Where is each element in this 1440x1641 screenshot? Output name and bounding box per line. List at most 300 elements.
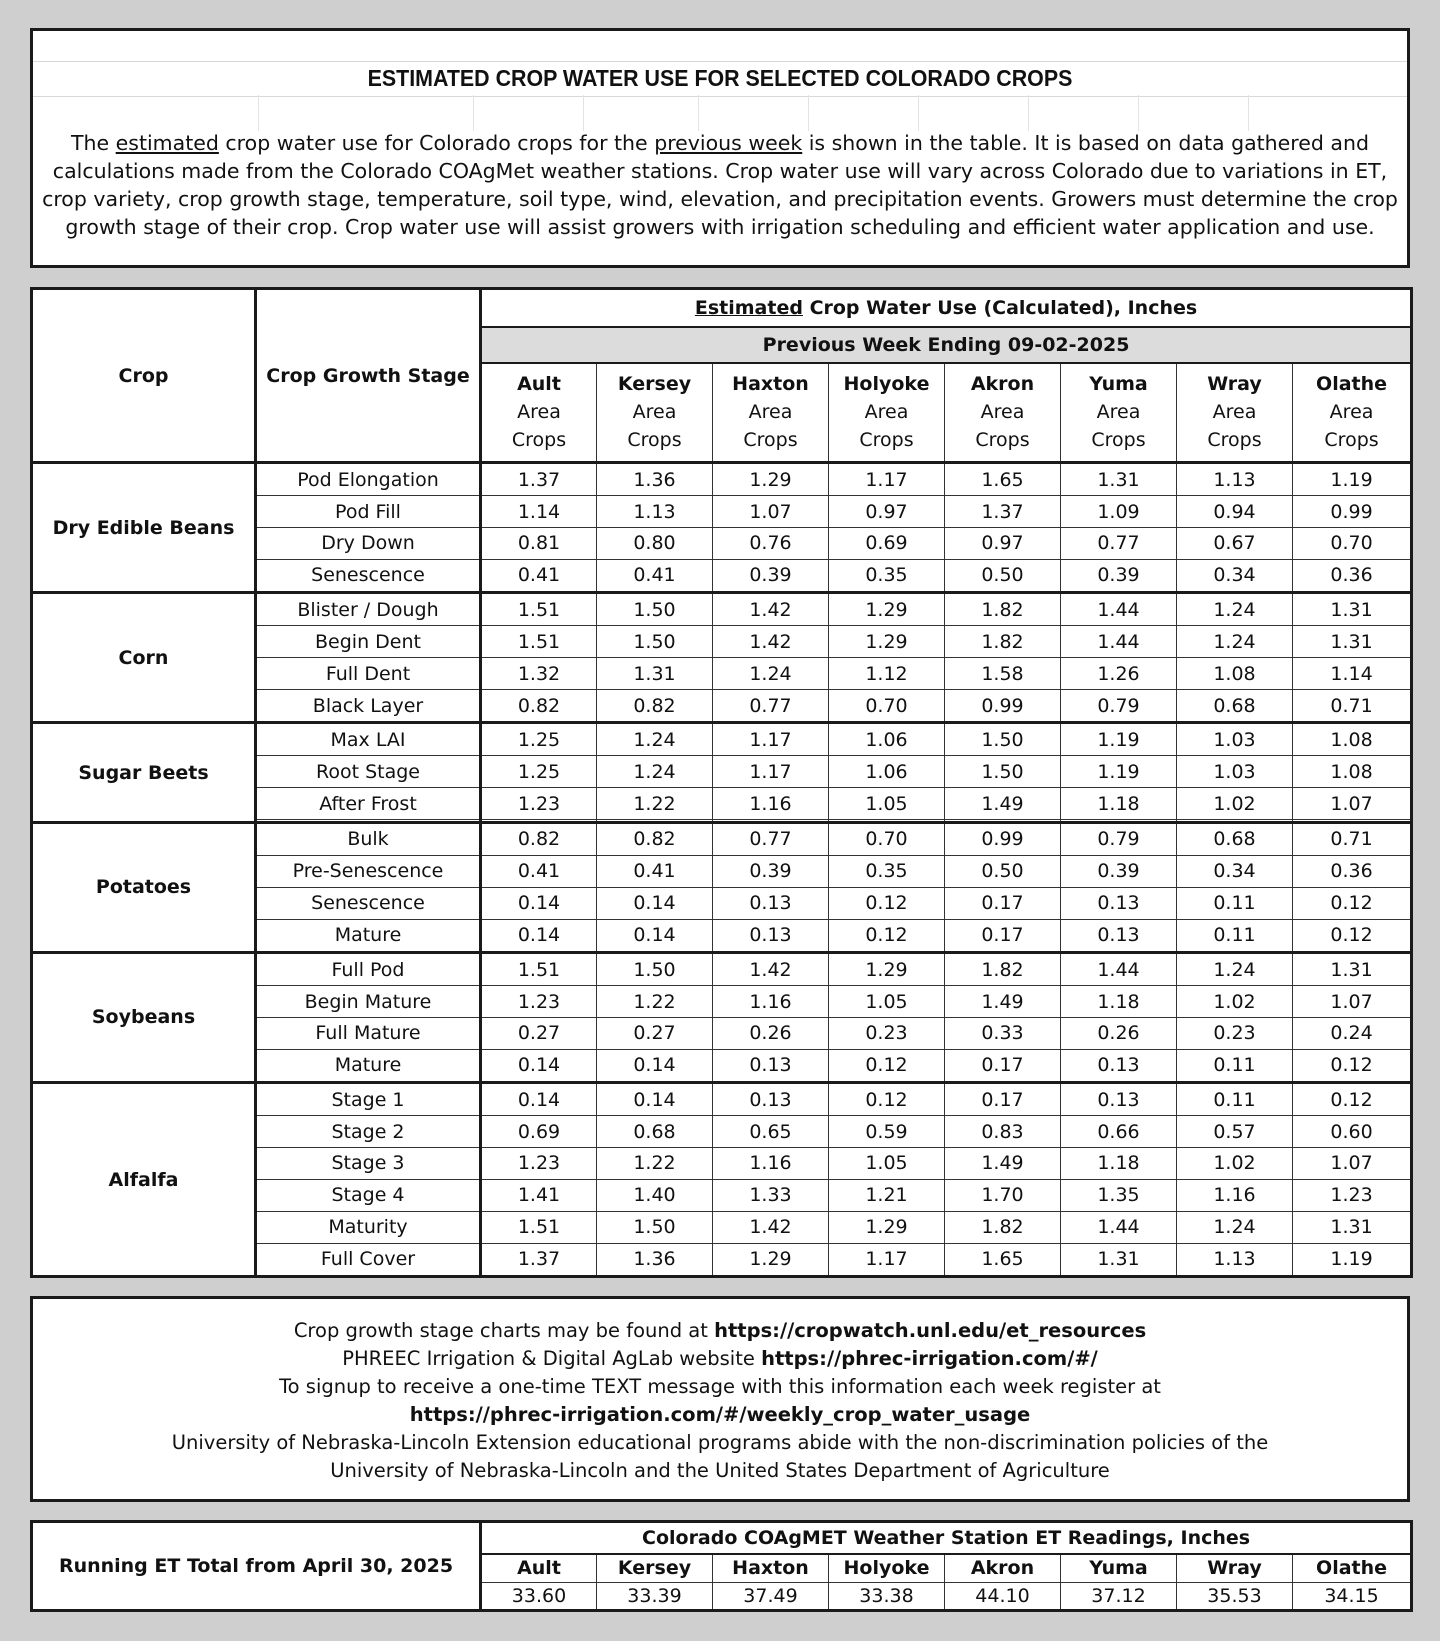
location-header-holyoke <box>829 363 945 463</box>
location-header-wray <box>1177 363 1293 463</box>
growth-stage-cell: Mature <box>256 1049 481 1082</box>
water-use-value-cell: 1.05 <box>829 1148 945 1180</box>
estimated-underlined: Estimated <box>694 296 803 319</box>
growth-stage-cell: Pod Fill <box>256 496 481 528</box>
water-use-value-cell: 1.51 <box>481 626 597 658</box>
table-row <box>32 822 1412 855</box>
water-use-value-cell: 0.82 <box>597 689 713 722</box>
water-use-value-cell: 1.13 <box>597 496 713 528</box>
water-use-value-cell: 1.82 <box>945 952 1061 985</box>
water-use-value-cell: 0.13 <box>1061 1083 1177 1116</box>
water-use-value-cell: 1.24 <box>597 756 713 788</box>
water-use-value-cell: 1.58 <box>945 658 1061 690</box>
growth-stage-cell: Senescence <box>256 559 481 592</box>
water-use-value-cell: 0.79 <box>1061 689 1177 722</box>
growth-stage-cell: Maturity <box>256 1211 481 1243</box>
growth-stage-cell: Mature <box>256 919 481 952</box>
water-use-value-cell: 0.57 <box>1177 1116 1293 1148</box>
table-row <box>32 463 1412 496</box>
water-use-value-cell: 0.13 <box>1061 919 1177 952</box>
water-use-value-cell: 1.29 <box>829 952 945 985</box>
footer-line-5: University of Nebraska-Lincoln Extension educational programs abide with the non-discrimination policies of the <box>171 1431 1269 1454</box>
water-use-value-cell: 0.79 <box>1061 822 1177 855</box>
water-use-value-cell: 1.29 <box>829 1211 945 1243</box>
growth-stage-cell: Stage 4 <box>256 1179 481 1211</box>
water-use-value-cell: 1.05 <box>829 788 945 820</box>
water-use-value-cell: 1.51 <box>481 593 597 626</box>
growth-stage-cell: Max LAI <box>256 723 481 756</box>
water-use-value-cell: 0.82 <box>481 822 597 855</box>
location-header-olathe <box>1293 363 1412 463</box>
growth-stage-cell: After Frost <box>256 788 481 820</box>
intro-text: is shown in the table. It is based on data gathered and calculations made from the Colorado COAgMet weather stations. Crop water use will vary across Colorado due to variations in ET, crop variety, crop growth stage, temperature, soil type, wind, elevation, and precipitation events. Growers must determine the crop growth stage of their crop. Crop water use will assist growers with irrigation scheduling and efficient water application and use. <box>42 131 1398 239</box>
water-use-value-cell: 0.94 <box>1177 496 1293 528</box>
growth-stage-cell: Root Stage <box>256 756 481 788</box>
water-use-value-cell: 0.69 <box>481 1116 597 1148</box>
water-use-value-cell: 1.25 <box>481 723 597 756</box>
water-use-value-cell: 1.50 <box>597 593 713 626</box>
water-use-value-cell: 1.35 <box>1061 1179 1177 1211</box>
water-use-value-cell: 0.14 <box>597 887 713 919</box>
crops-word: Crops <box>511 429 567 452</box>
water-use-value-cell: 1.13 <box>1177 1243 1293 1276</box>
et-location-yuma: Yuma <box>1061 1554 1177 1582</box>
et-value-cell: 37.12 <box>1061 1582 1177 1610</box>
water-use-value-cell: 0.70 <box>1293 528 1412 560</box>
estimated-use-header <box>481 289 1412 327</box>
footer-line-6: University of Nebraska-Lincoln and the United States Department of Agriculture <box>330 1459 1110 1482</box>
water-use-value-cell: 1.23 <box>481 788 597 820</box>
water-use-value-cell: 0.68 <box>597 1116 713 1148</box>
water-use-value-cell: 1.16 <box>713 788 829 820</box>
water-use-value-cell: 0.12 <box>1293 1083 1412 1116</box>
table-row <box>32 723 1412 756</box>
water-use-value-cell: 1.07 <box>1293 986 1412 1018</box>
location-header-yuma <box>1061 363 1177 463</box>
location-name: Wray <box>1207 373 1262 396</box>
water-use-value-cell: 0.50 <box>945 856 1061 888</box>
water-use-value-cell: 1.02 <box>1177 1148 1293 1180</box>
growth-stage-cell: Full Cover <box>256 1243 481 1276</box>
water-use-value-cell: 1.22 <box>597 788 713 820</box>
water-use-value-cell: 1.49 <box>945 1148 1061 1180</box>
water-use-value-cell: 1.31 <box>1293 952 1412 985</box>
growth-stage-cell: Stage 3 <box>256 1148 481 1180</box>
location-header-haxton <box>713 363 829 463</box>
water-use-value-cell: 1.16 <box>713 986 829 1018</box>
phrec-link[interactable]: https://phrec-irrigation.com/#/ <box>761 1347 1098 1370</box>
running-et-label: Running ET Total from April 30, 2025 <box>32 1522 481 1611</box>
location-name: Akron <box>970 373 1035 396</box>
water-use-value-cell: 1.24 <box>597 723 713 756</box>
location-name: Kersey <box>617 373 692 396</box>
water-use-value-cell: 0.71 <box>1293 689 1412 722</box>
weekly-usage-link[interactable]: https://phrec-irrigation.com/#/weekly_crop_water_usage <box>409 1403 1031 1426</box>
water-use-value-cell: 0.12 <box>1293 887 1412 919</box>
water-use-value-cell: 0.97 <box>945 528 1061 560</box>
water-use-value-cell: 0.13 <box>713 887 829 919</box>
water-use-value-cell: 1.06 <box>829 723 945 756</box>
water-use-value-cell: 1.24 <box>1177 593 1293 626</box>
water-use-value-cell: 1.08 <box>1293 756 1412 788</box>
cropwatch-link[interactable]: https://cropwatch.unl.edu/et_resources <box>714 1319 1147 1342</box>
water-use-value-cell: 0.60 <box>1293 1116 1412 1148</box>
crops-word: Crops <box>627 429 682 452</box>
water-use-value-cell: 1.50 <box>597 626 713 658</box>
water-use-value-cell: 0.83 <box>945 1116 1061 1148</box>
water-use-value-cell: 0.68 <box>1177 689 1293 722</box>
water-use-value-cell: 0.17 <box>945 1049 1061 1082</box>
intro-underlined-estimated: estimated <box>115 131 219 155</box>
crops-word: Crops <box>975 429 1030 452</box>
water-use-value-cell: 1.23 <box>481 986 597 1018</box>
growth-stage-cell: Pre-Senescence <box>256 856 481 888</box>
water-use-value-cell: 1.40 <box>597 1179 713 1211</box>
water-use-value-cell: 0.14 <box>597 1083 713 1116</box>
water-use-value-cell: 1.21 <box>829 1179 945 1211</box>
location-header-ault <box>481 363 597 463</box>
water-use-value-cell: 0.27 <box>481 1017 597 1049</box>
water-use-value-cell: 1.42 <box>713 1211 829 1243</box>
water-use-value-cell: 1.19 <box>1293 1243 1412 1276</box>
area-word: Area <box>980 401 1025 424</box>
water-use-value-cell: 0.81 <box>481 528 597 560</box>
water-use-value-cell: 0.80 <box>597 528 713 560</box>
water-use-value-cell: 1.31 <box>1293 1211 1412 1243</box>
water-use-value-cell: 0.24 <box>1293 1017 1412 1049</box>
water-use-value-cell: 0.67 <box>1177 528 1293 560</box>
water-use-value-cell: 1.36 <box>597 1243 713 1276</box>
water-use-value-cell: 0.70 <box>829 822 945 855</box>
water-use-value-cell: 1.08 <box>1177 658 1293 690</box>
water-use-value-cell: 1.18 <box>1061 1148 1177 1180</box>
water-use-value-cell: 1.31 <box>1061 463 1177 496</box>
water-use-value-cell: 1.16 <box>713 1148 829 1180</box>
water-use-value-cell: 1.31 <box>1293 626 1412 658</box>
growth-stage-cell: Stage 1 <box>256 1083 481 1116</box>
water-use-value-cell: 0.12 <box>829 1083 945 1116</box>
water-use-value-cell: 1.23 <box>1293 1179 1412 1211</box>
water-use-value-cell: 0.17 <box>945 887 1061 919</box>
crop-name-cell: Potatoes <box>32 822 256 952</box>
crops-word: Crops <box>1091 429 1146 452</box>
location-name: Olathe <box>1316 373 1388 396</box>
growth-stage-cell: Bulk <box>256 822 481 855</box>
location-header-akron <box>945 363 1061 463</box>
water-use-value-cell: 1.65 <box>945 1243 1061 1276</box>
intro-text: The <box>71 131 116 155</box>
water-use-value-cell: 1.25 <box>481 756 597 788</box>
water-use-value-cell: 1.32 <box>481 658 597 690</box>
et-value-cell: 33.39 <box>597 1582 713 1610</box>
water-use-value-cell: 1.19 <box>1061 756 1177 788</box>
water-use-value-cell: 0.77 <box>1061 528 1177 560</box>
water-use-value-cell: 1.29 <box>713 1243 829 1276</box>
water-use-value-cell: 0.11 <box>1177 1083 1293 1116</box>
stage-column-header: Crop Growth Stage <box>256 289 481 463</box>
water-use-value-cell: 1.05 <box>829 986 945 1018</box>
water-use-value-cell: 0.14 <box>597 1049 713 1082</box>
water-use-value-cell: 1.19 <box>1061 723 1177 756</box>
water-use-value-cell: 1.44 <box>1061 626 1177 658</box>
water-use-value-cell: 1.50 <box>597 952 713 985</box>
area-word: Area <box>1329 401 1374 424</box>
water-use-value-cell: 0.35 <box>829 856 945 888</box>
growth-stage-cell: Stage 2 <box>256 1116 481 1148</box>
water-use-value-cell: 1.18 <box>1061 986 1177 1018</box>
water-use-value-cell: 1.41 <box>481 1179 597 1211</box>
water-use-value-cell: 1.13 <box>1177 463 1293 496</box>
area-word: Area <box>864 401 909 424</box>
crop-name-cell: Dry Edible Beans <box>32 463 256 593</box>
location-header-kersey <box>597 363 713 463</box>
area-word: Area <box>1096 401 1141 424</box>
growth-stage-cell: Begin Dent <box>256 626 481 658</box>
water-use-value-cell: 1.07 <box>713 496 829 528</box>
growth-stage-cell: Dry Down <box>256 528 481 560</box>
footer-box <box>30 1296 1410 1502</box>
water-use-value-cell: 0.12 <box>1293 1049 1412 1082</box>
water-use-value-cell: 1.24 <box>1177 1211 1293 1243</box>
et-value-cell: 33.38 <box>829 1582 945 1610</box>
growth-stage-cell: Full Dent <box>256 658 481 690</box>
water-use-value-cell: 1.50 <box>945 756 1061 788</box>
table-row <box>32 593 1412 626</box>
water-use-value-cell: 0.11 <box>1177 887 1293 919</box>
water-use-value-cell: 0.39 <box>1061 559 1177 592</box>
water-use-value-cell: 0.39 <box>713 856 829 888</box>
water-use-value-cell: 0.23 <box>1177 1017 1293 1049</box>
et-totals-table <box>30 1520 1413 1612</box>
water-use-value-cell: 1.31 <box>1293 593 1412 626</box>
water-use-value-cell: 1.24 <box>1177 626 1293 658</box>
crop-column-header: Crop <box>32 289 256 463</box>
water-use-value-cell: 1.42 <box>713 952 829 985</box>
water-use-value-cell: 1.82 <box>945 593 1061 626</box>
water-use-value-cell: 0.70 <box>829 689 945 722</box>
area-word: Area <box>748 401 793 424</box>
water-use-value-cell: 0.17 <box>945 919 1061 952</box>
water-use-value-cell: 0.65 <box>713 1116 829 1148</box>
water-use-value-cell: 0.14 <box>481 1083 597 1116</box>
water-use-value-cell: 1.16 <box>1177 1179 1293 1211</box>
growth-stage-cell: Black Layer <box>256 689 481 722</box>
water-use-value-cell: 1.09 <box>1061 496 1177 528</box>
intro-box <box>30 28 1410 268</box>
water-use-value-cell: 1.17 <box>713 723 829 756</box>
water-use-value-cell: 1.42 <box>713 626 829 658</box>
water-use-value-cell: 0.14 <box>597 919 713 952</box>
water-use-value-cell: 0.13 <box>1061 887 1177 919</box>
et-location-wray: Wray <box>1177 1554 1293 1582</box>
growth-stage-cell: Blister / Dough <box>256 593 481 626</box>
water-use-value-cell: 0.69 <box>829 528 945 560</box>
et-location-holyoke: Holyoke <box>829 1554 945 1582</box>
crop-water-table-wrap <box>30 287 1410 1278</box>
crop-name-cell: Corn <box>32 593 256 723</box>
water-use-value-cell: 1.02 <box>1177 788 1293 820</box>
growth-stage-cell: Full Pod <box>256 952 481 985</box>
water-use-value-cell: 1.14 <box>481 496 597 528</box>
water-use-value-cell: 0.12 <box>829 1049 945 1082</box>
footer-line-2 <box>33 1345 1407 1373</box>
water-use-value-cell: 0.77 <box>713 689 829 722</box>
water-use-value-cell: 1.08 <box>1293 723 1412 756</box>
water-use-value-cell: 0.39 <box>713 559 829 592</box>
water-use-value-cell: 0.50 <box>945 559 1061 592</box>
water-use-value-cell: 0.82 <box>481 689 597 722</box>
water-use-value-cell: 0.35 <box>829 559 945 592</box>
water-use-value-cell: 0.82 <box>597 822 713 855</box>
water-use-value-cell: 0.14 <box>481 919 597 952</box>
intro-paragraph <box>33 129 1407 241</box>
footer-text <box>33 1317 1407 1485</box>
water-use-value-cell: 0.14 <box>481 1049 597 1082</box>
water-use-value-cell: 1.17 <box>713 756 829 788</box>
water-use-value-cell: 1.49 <box>945 986 1061 1018</box>
water-use-value-cell: 0.71 <box>1293 822 1412 855</box>
water-use-value-cell: 1.22 <box>597 986 713 1018</box>
water-use-value-cell: 0.33 <box>945 1017 1061 1049</box>
crop-name-cell: Sugar Beets <box>32 723 256 823</box>
table-row <box>32 952 1412 985</box>
water-use-value-cell: 1.17 <box>829 1243 945 1276</box>
water-use-value-cell: 0.41 <box>481 856 597 888</box>
growth-stage-cell: Full Mature <box>256 1017 481 1049</box>
faint-grid <box>33 95 1407 131</box>
water-use-value-cell: 1.49 <box>945 788 1061 820</box>
et-location-haxton: Haxton <box>713 1554 829 1582</box>
water-use-value-cell: 0.36 <box>1293 856 1412 888</box>
location-name: Ault <box>517 373 561 396</box>
water-use-value-cell: 1.07 <box>1293 1148 1412 1180</box>
water-use-value-cell: 1.65 <box>945 463 1061 496</box>
et-location-olathe: Olathe <box>1293 1554 1412 1582</box>
water-use-value-cell: 0.12 <box>1293 919 1412 952</box>
water-use-value-cell: 0.11 <box>1177 919 1293 952</box>
water-use-value-cell: 0.76 <box>713 528 829 560</box>
water-use-value-cell: 1.02 <box>1177 986 1293 1018</box>
water-use-value-cell: 0.36 <box>1293 559 1412 592</box>
water-use-value-cell: 0.13 <box>713 1083 829 1116</box>
water-use-value-cell: 1.12 <box>829 658 945 690</box>
water-use-value-cell: 1.19 <box>1293 463 1412 496</box>
water-use-value-cell: 0.34 <box>1177 559 1293 592</box>
water-use-value-cell: 0.68 <box>1177 822 1293 855</box>
water-use-value-cell: 0.13 <box>713 1049 829 1082</box>
footer-line-1 <box>33 1317 1407 1345</box>
water-use-value-cell: 1.29 <box>829 593 945 626</box>
et-value-cell: 44.10 <box>945 1582 1061 1610</box>
crops-word: Crops <box>1207 429 1262 452</box>
et-table-wrap <box>30 1520 1410 1612</box>
growth-stage-cell: Pod Elongation <box>256 463 481 496</box>
water-use-value-cell: 0.13 <box>713 919 829 952</box>
area-word: Area <box>517 401 561 424</box>
water-use-value-cell: 1.31 <box>1061 1243 1177 1276</box>
intro-underlined-previous-week: previous week <box>654 131 803 155</box>
crop-name-cell: Soybeans <box>32 952 256 1082</box>
water-use-value-cell: 1.03 <box>1177 723 1293 756</box>
water-use-value-cell: 0.14 <box>481 887 597 919</box>
water-use-value-cell: 1.23 <box>481 1148 597 1180</box>
water-use-value-cell: 1.44 <box>1061 1211 1177 1243</box>
water-use-value-cell: 1.42 <box>713 593 829 626</box>
et-value-cell: 35.53 <box>1177 1582 1293 1610</box>
water-use-value-cell: 0.17 <box>945 1083 1061 1116</box>
crops-word: Crops <box>1324 429 1379 452</box>
water-use-value-cell: 0.41 <box>481 559 597 592</box>
et-readings-title: Colorado COAgMET Weather Station ET Readings, Inches <box>481 1522 1412 1554</box>
water-use-value-cell: 0.34 <box>1177 856 1293 888</box>
water-use-value-cell: 1.06 <box>829 756 945 788</box>
location-name: Yuma <box>1089 373 1148 396</box>
water-use-value-cell: 0.12 <box>829 919 945 952</box>
water-use-value-cell: 1.24 <box>1177 952 1293 985</box>
water-use-value-cell: 0.26 <box>1061 1017 1177 1049</box>
water-use-value-cell: 1.33 <box>713 1179 829 1211</box>
intro-text: crop water use for Colorado crops for the <box>218 131 655 155</box>
water-use-value-cell: 0.77 <box>713 822 829 855</box>
footer-line-4 <box>33 1401 1407 1429</box>
water-use-value-cell: 0.39 <box>1061 856 1177 888</box>
crops-word: Crops <box>743 429 798 452</box>
water-use-value-cell: 1.22 <box>597 1148 713 1180</box>
water-use-value-cell: 1.44 <box>1061 952 1177 985</box>
water-use-value-cell: 0.99 <box>945 689 1061 722</box>
week-ending-header: Previous Week Ending 09-02-2025 <box>481 327 1412 363</box>
water-use-value-cell: 1.44 <box>1061 593 1177 626</box>
growth-stage-cell: Senescence <box>256 887 481 919</box>
water-use-value-cell: 1.37 <box>481 463 597 496</box>
footer-line-2-text: PHREEC Irrigation & Digital AgLab website <box>342 1347 762 1370</box>
water-use-value-cell: 1.82 <box>945 626 1061 658</box>
water-use-value-cell: 0.12 <box>829 887 945 919</box>
water-use-value-cell: 0.27 <box>597 1017 713 1049</box>
water-use-value-cell: 1.70 <box>945 1179 1061 1211</box>
water-use-value-cell: 0.99 <box>945 822 1061 855</box>
crop-name-cell: Alfalfa <box>32 1083 256 1277</box>
water-use-value-cell: 0.66 <box>1061 1116 1177 1148</box>
water-use-value-cell: 1.24 <box>713 658 829 690</box>
et-location-ault: Ault <box>481 1554 597 1582</box>
table-row <box>32 1083 1412 1116</box>
et-value-cell: 34.15 <box>1293 1582 1412 1610</box>
water-use-value-cell: 0.11 <box>1177 1049 1293 1082</box>
location-name: Holyoke <box>843 373 930 396</box>
water-use-value-cell: 0.99 <box>1293 496 1412 528</box>
footer-line-1-text: Crop growth stage charts may be found at <box>293 1319 715 1342</box>
water-use-value-cell: 1.37 <box>945 496 1061 528</box>
et-value-cell: 37.49 <box>713 1582 829 1610</box>
crop-water-table <box>30 287 1413 1278</box>
water-use-value-cell: 1.36 <box>597 463 713 496</box>
crops-word: Crops <box>859 429 914 452</box>
water-use-value-cell: 1.51 <box>481 1211 597 1243</box>
water-use-value-cell: 1.50 <box>597 1211 713 1243</box>
water-use-value-cell: 1.18 <box>1061 788 1177 820</box>
et-location-kersey: Kersey <box>597 1554 713 1582</box>
water-use-value-cell: 1.26 <box>1061 658 1177 690</box>
water-use-value-cell: 1.51 <box>481 952 597 985</box>
water-use-value-cell: 1.50 <box>945 723 1061 756</box>
water-use-value-cell: 0.26 <box>713 1017 829 1049</box>
water-use-value-cell: 0.41 <box>597 856 713 888</box>
water-use-value-cell: 0.13 <box>1061 1049 1177 1082</box>
water-use-value-cell: 1.17 <box>829 463 945 496</box>
water-use-value-cell: 1.29 <box>713 463 829 496</box>
water-use-value-cell: 1.29 <box>829 626 945 658</box>
